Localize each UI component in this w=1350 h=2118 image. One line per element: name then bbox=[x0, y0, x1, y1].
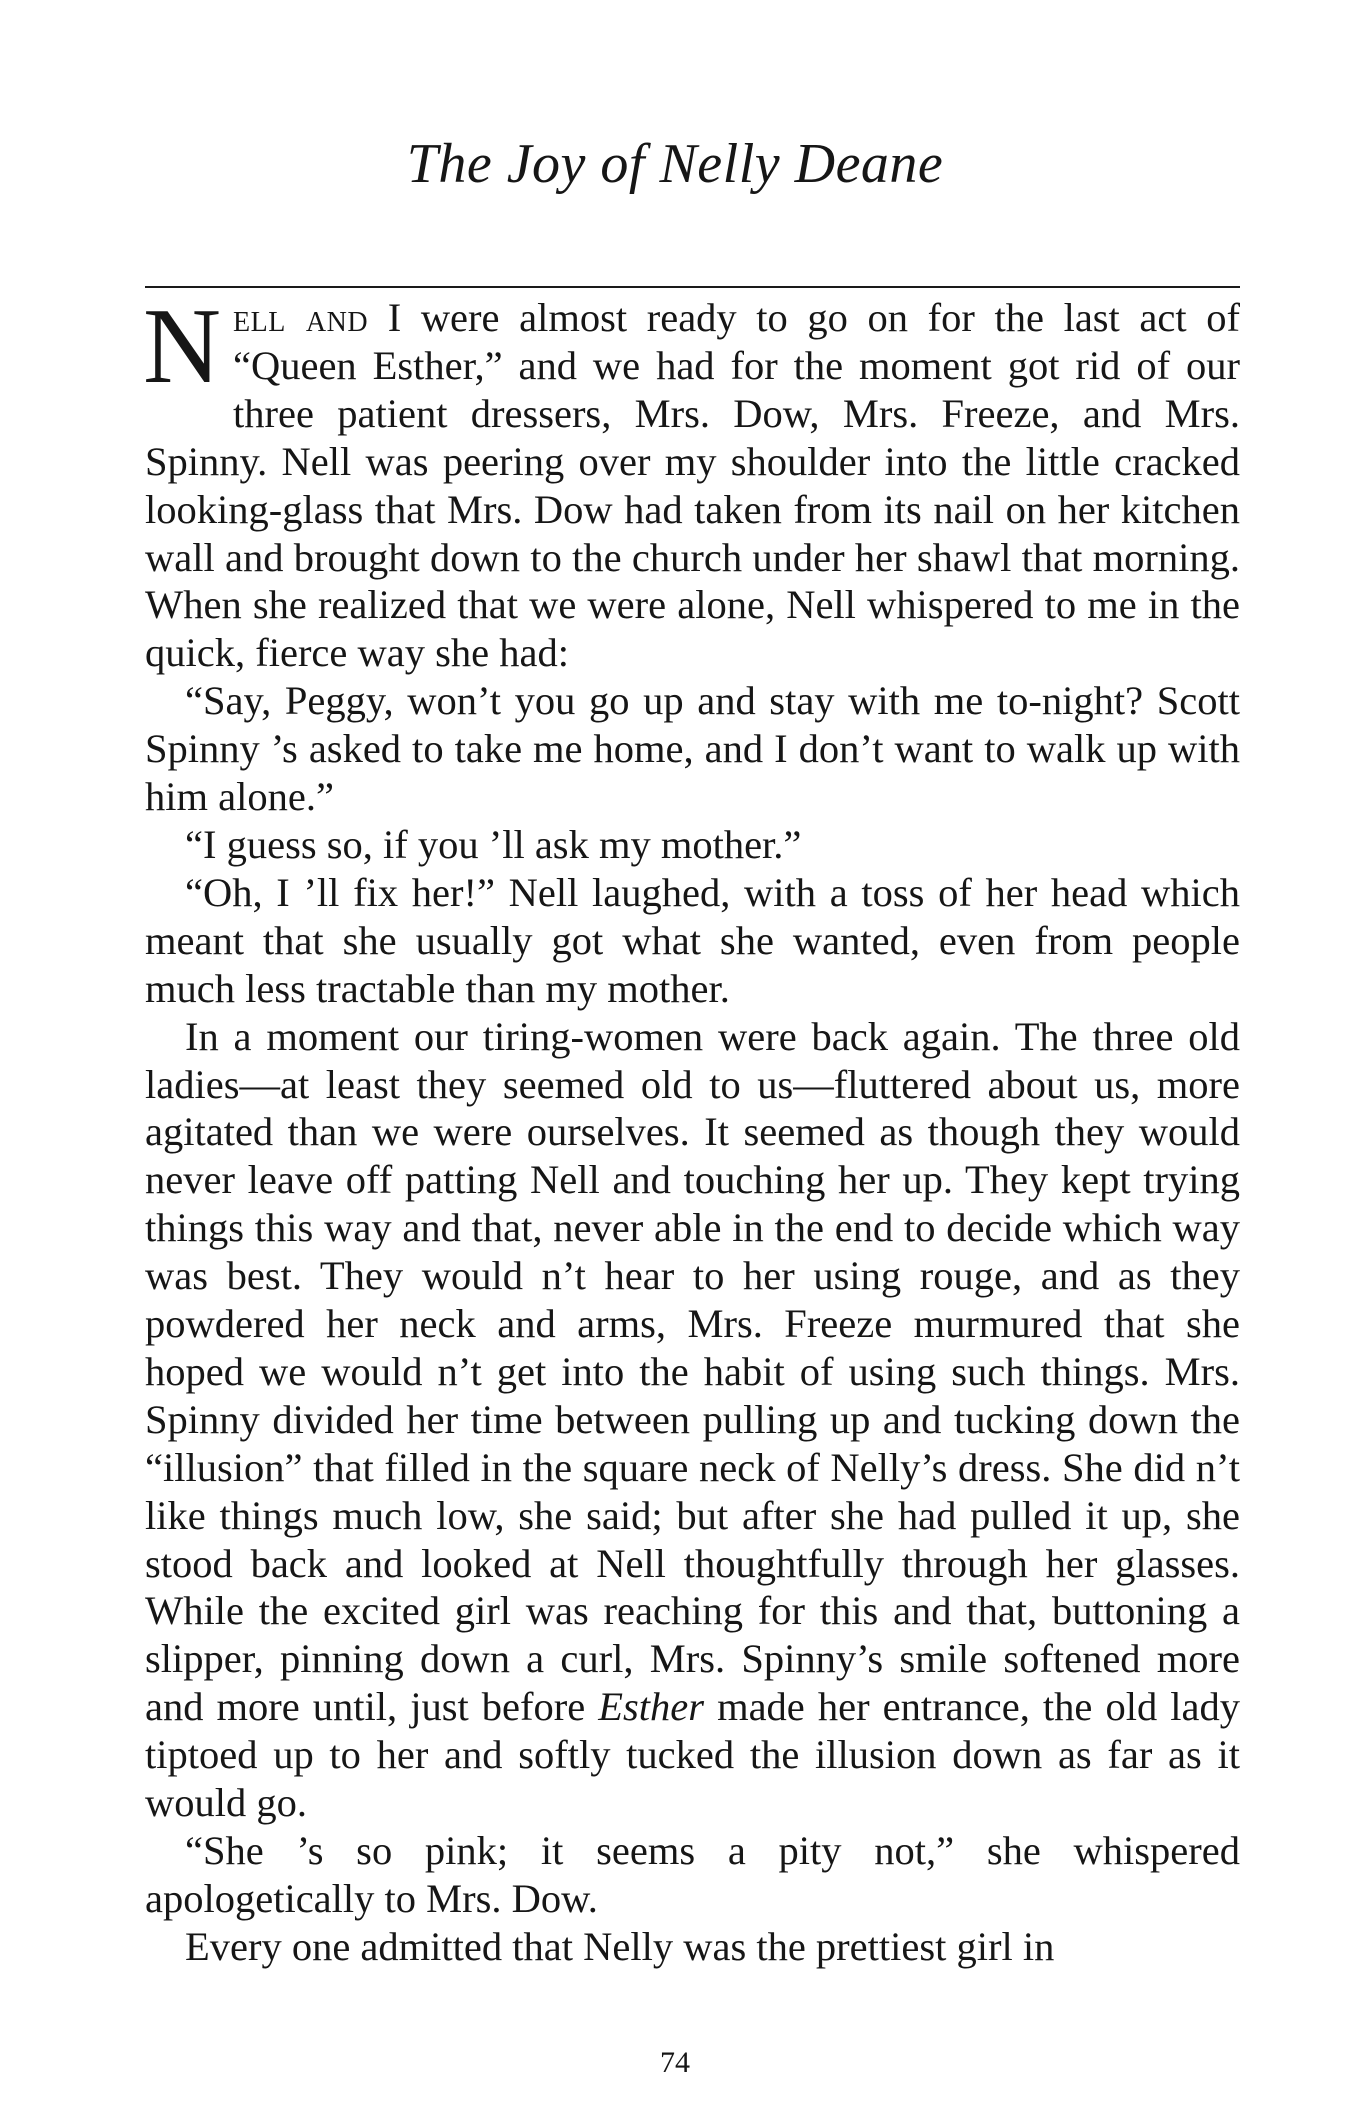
paragraph-5-italic: Esther bbox=[598, 1684, 705, 1730]
paragraph-7: Every one admitted that Nelly was the prettiest girl in bbox=[185, 1923, 1055, 1969]
paragraph-6: “She ’s so pink; it seems a pity not,” she whispered apologetically to Mrs. Dow. bbox=[145, 1828, 1240, 1921]
opening-small-caps: ell and bbox=[233, 295, 369, 340]
paragraph-5 bbox=[145, 1013, 1240, 1827]
paragraph-3: “I guess so, if you ’ll ask my mother.” bbox=[185, 821, 802, 867]
page-number: 74 bbox=[660, 2046, 690, 2079]
paragraph-1 bbox=[143, 287, 1240, 677]
paragraph-4: “Oh, I ’ll fix her!” Nell laughed, with a toss of her head which meant that she usually got what she wanted, even from people much less tractable than my mother. bbox=[145, 869, 1240, 1011]
chapter-title: The Joy of Nelly Deane bbox=[406, 133, 944, 195]
paragraph-2: “Say, Peggy, won’t you go up and stay with me to-night? Scott Spinny ’s asked to take me home, and I don’t want to walk up with him alone.” bbox=[145, 678, 1240, 820]
drop-cap: N bbox=[143, 287, 221, 406]
paragraph-5-text-before: In a moment our tiring-women were back again. The three old ladies—at least they seemed old to us—fluttered about us, more agitated than we were ourselves. It seemed as though they would never leave off patting Nell and touching her up. They kept trying things this way and that, never able in the end to decide which way was best. They would n’t hear to her using rouge, and as they powdered her neck and arms, Mrs. Freeze murmured that she hoped we would n’t get into the habit of using such things. Mrs. Spinny divided her time between pulling up and tucking down the “illusion” that filled in the square neck of Nelly’s dress. She did n’t like things much low, she said; but after she had pulled it up, she stood back and looked at Nell thoughtfully through her glasses. While the excited girl was reaching for this and that, buttoning a slipper, pinning down a curl, Mrs. Spinny’s smile softened more and more until, just before bbox=[145, 1013, 1240, 1730]
paragraph-5-text-after: made her entrance, the old lady tiptoed up to her and softly tucked the illusion down as far as it would go. bbox=[145, 1684, 1240, 1826]
body-text bbox=[143, 287, 1240, 1971]
paragraph-1-text: I were almost ready to go on for the last act of “Queen Esther,” and we had for the moment got rid of our three patient dressers, Mrs. Dow, Mrs. Freeze, and Mrs. Spinny. Nell was peering over my shoulder into the little cracked looking-glass that Mrs. Dow had taken from its nail on her kitchen wall and brought down to the church under her shawl that morning. When she realized that we were alone, Nell whispered to me in the quick, fierce way she had: bbox=[145, 295, 1240, 676]
title-rule bbox=[145, 286, 1240, 288]
